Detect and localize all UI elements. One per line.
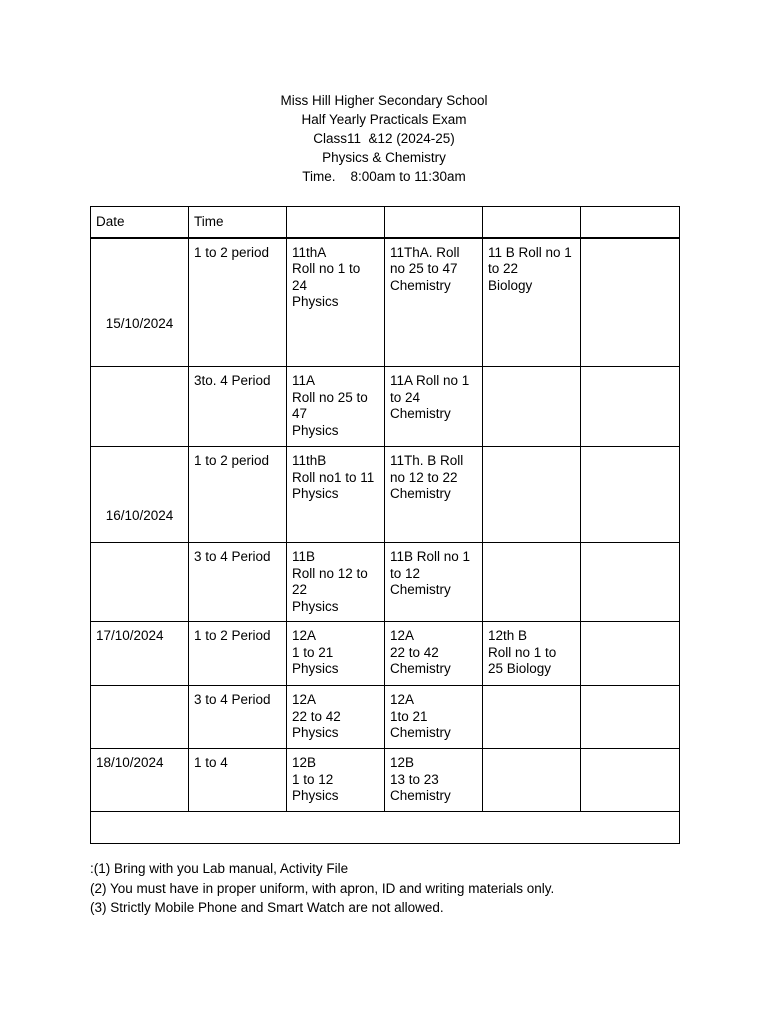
table-row [91, 447, 680, 543]
time-cell: 1 to 2 Period [189, 622, 287, 686]
header-time: Time [189, 207, 287, 238]
document-header [0, 91, 768, 186]
biology-cell [483, 686, 581, 749]
empty-cell [581, 238, 680, 367]
physics-cell: 12B 1 to 12 Physics [287, 749, 385, 812]
class-line: Class11 &12 (2024-25) [313, 131, 455, 146]
empty-cell [581, 543, 680, 622]
table-footer-row [91, 812, 680, 844]
chemistry-cell: 11B Roll no 1 to 12 Chemistry [385, 543, 483, 622]
header-col-5 [483, 207, 581, 238]
chemistry-cell: 11Th. B Roll no 12 to 22 Chemistry [385, 447, 483, 543]
empty-footer-cell [91, 812, 680, 844]
school-name: Miss Hill Higher Secondary School [280, 93, 488, 108]
header-col-6 [581, 207, 680, 238]
table-row [91, 238, 680, 367]
empty-cell [581, 367, 680, 447]
table-row [91, 367, 680, 447]
table-header-row [91, 207, 680, 238]
date-cell: 17/10/2024 [91, 622, 189, 686]
biology-cell [483, 447, 581, 543]
physics-cell: 11B Roll no 12 to 22 Physics [287, 543, 385, 622]
header-col-3 [287, 207, 385, 238]
time-line: Time. 8:00am to 11:30am [302, 169, 466, 184]
physics-cell: 11thB Roll no1 to 11 Physics [287, 447, 385, 543]
biology-cell: 12th B Roll no 1 to 25 Biology [483, 622, 581, 686]
empty-cell [581, 686, 680, 749]
table-row [91, 622, 680, 686]
time-cell: 1 to 2 period [189, 447, 287, 543]
date-cell: 18/10/2024 [91, 749, 189, 812]
biology-cell [483, 749, 581, 812]
note-item: :(1) Bring with you Lab manual, Activity File [90, 861, 349, 876]
physics-cell: 11thA Roll no 1 to 24 Physics [287, 238, 385, 367]
physics-cell: 12A 22 to 42 Physics [287, 686, 385, 749]
header-date: Date [91, 207, 189, 238]
physics-cell: 12A 1 to 21 Physics [287, 622, 385, 686]
chemistry-cell: 12A 22 to 42 Chemistry [385, 622, 483, 686]
biology-cell [483, 367, 581, 447]
time-cell: 3 to 4 Period [189, 543, 287, 622]
empty-cell [581, 447, 680, 543]
time-cell: 1 to 2 period [189, 238, 287, 367]
date-cell [91, 686, 189, 749]
note-item: (2) You must have in proper uniform, with apron, ID and writing materials only. [90, 880, 555, 896]
time-cell: 1 to 4 [189, 749, 287, 812]
physics-cell: 11A Roll no 25 to 47 Physics [287, 367, 385, 447]
time-cell: 3to. 4 Period [189, 367, 287, 447]
empty-cell [581, 749, 680, 812]
chemistry-cell: 12B 13 to 23 Chemistry [385, 749, 483, 812]
chemistry-cell: 11A Roll no 1 to 24 Chemistry [385, 367, 483, 447]
biology-cell [483, 543, 581, 622]
table-row [91, 749, 680, 812]
header-col-4 [385, 207, 483, 238]
chemistry-cell: 11ThA. Roll no 25 to 47 Chemistry [385, 238, 483, 367]
instructions-notes [90, 859, 554, 918]
table-row [91, 543, 680, 622]
exam-title: Half Yearly Practicals Exam [301, 112, 467, 127]
table-row [91, 686, 680, 749]
subjects-line: Physics & Chemistry [322, 150, 446, 165]
date-cell: 15/10/2024 [91, 238, 189, 367]
date-cell [91, 543, 189, 622]
schedule-table [90, 206, 680, 844]
empty-cell [581, 622, 680, 686]
date-cell: 16/10/2024 [91, 447, 189, 543]
time-cell: 3 to 4 Period [189, 686, 287, 749]
note-item: (3) Strictly Mobile Phone and Smart Watch are not allowed. [90, 900, 444, 915]
chemistry-cell: 12A 1to 21 Chemistry [385, 686, 483, 749]
date-cell [91, 367, 189, 447]
biology-cell: 11 B Roll no 1 to 22 Biology [483, 238, 581, 367]
